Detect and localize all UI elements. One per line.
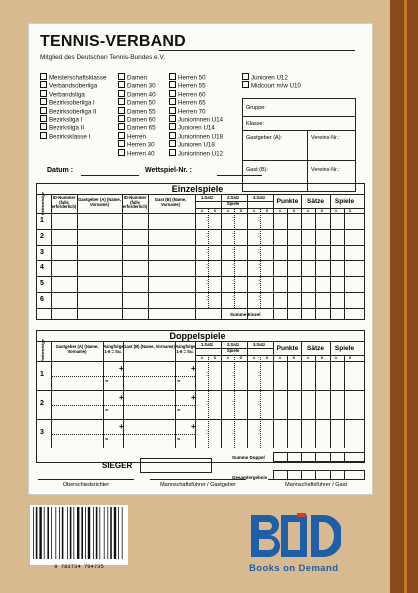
ab-label: A — [252, 208, 256, 213]
einzel-id-b-header: ID-Nummer (falls erforderlich) — [122, 195, 148, 210]
league-checkbox[interactable]: Damen 60 — [118, 115, 156, 124]
ab-label: A — [226, 208, 230, 213]
league-checkbox[interactable]: Juniorinnen U12 — [169, 149, 223, 158]
score-separator: : — [206, 216, 208, 223]
bod-tagline: Books on Demand — [249, 563, 339, 574]
ab-label: B — [292, 208, 296, 213]
grid-line — [260, 208, 261, 308]
grid-line — [234, 208, 235, 308]
barcode-bar — [33, 507, 34, 559]
league-checkbox[interactable]: Damen 65 — [118, 123, 156, 132]
plus-sign: + — [119, 422, 124, 431]
einzel-saetze-header: Sätze — [307, 198, 324, 205]
barcode-bar — [118, 507, 119, 559]
ab-label: A — [334, 355, 338, 360]
row-line — [36, 419, 365, 420]
doppel-spiele-header: Spiele — [334, 345, 355, 352]
isbn-number: 9 783734 794735 — [54, 563, 104, 570]
equals-sign: = — [177, 379, 181, 385]
grid-line — [103, 341, 104, 448]
score-separator: : — [232, 295, 234, 302]
league-checkbox[interactable]: Midcourt m/w U10 — [242, 81, 301, 90]
league-checkbox[interactable]: Damen 30 — [118, 81, 156, 90]
plus-sign: + — [191, 422, 196, 431]
ab-label: B — [320, 208, 324, 213]
row-number: 3 — [40, 248, 44, 256]
einzel-satz3-header: 3.Satz — [252, 195, 266, 200]
grid-line — [330, 452, 331, 462]
barcode-bar — [88, 507, 90, 559]
score-separator: : — [232, 429, 234, 436]
vereins-nr-label-1: Vereins-Nr.: — [311, 135, 340, 141]
barcode-bar — [39, 507, 41, 559]
row-number: 6 — [40, 296, 44, 303]
grid-line — [273, 341, 274, 448]
grid-line — [247, 341, 248, 448]
ab-label: A — [306, 355, 310, 360]
barcode-bar — [122, 507, 123, 559]
barcode-bar — [77, 507, 79, 559]
barcode-bar — [70, 507, 72, 559]
league-checkbox[interactable]: Verbandsoberliga — [40, 81, 97, 90]
grid-line — [287, 452, 288, 462]
score-separator: : — [258, 231, 260, 239]
ab-label: B — [213, 355, 217, 360]
barcode-bar — [51, 507, 52, 559]
signature-label: Mannschaftsführer / Gast — [285, 482, 347, 488]
score-separator: : — [258, 247, 260, 255]
doppel-rang-b-header: Rangfolge 1-6 = Su. — [175, 344, 196, 354]
title-line — [159, 50, 355, 51]
score-separator: : — [206, 371, 208, 378]
ab-label: A — [334, 208, 338, 213]
league-checkbox[interactable]: Bezirksliga I — [40, 115, 82, 124]
signature-label: Mannschaftsführer / Gastgeber — [160, 482, 236, 488]
grid-line — [36, 361, 365, 362]
barcode-bar — [85, 507, 86, 559]
league-checkbox[interactable]: Herren 65 — [169, 98, 206, 107]
wettspiel-label: Wettspiel-Nr. : — [145, 167, 192, 174]
grid-line — [315, 452, 316, 462]
grid-line — [195, 208, 365, 209]
score-separator: : — [206, 429, 208, 436]
gruppe-row — [243, 99, 355, 117]
grid-line — [221, 341, 222, 448]
score-separator: : — [258, 279, 260, 287]
doppel-saetze-header: Sätze — [307, 345, 324, 352]
barcode-bar — [114, 507, 116, 559]
league-checkbox[interactable]: Herren 50 — [169, 73, 206, 82]
row-line — [36, 292, 365, 293]
row-half-line — [51, 405, 195, 406]
datum-label: Datum : — [47, 167, 74, 174]
score-separator: : — [232, 247, 234, 255]
equals-sign: = — [105, 379, 109, 385]
score-separator: : — [232, 263, 234, 271]
equals-sign: = — [105, 408, 109, 414]
doppel-punkte-header: Punkte — [276, 345, 299, 352]
barcode-bar — [81, 507, 83, 559]
equals-sign: = — [177, 408, 181, 414]
ab-label: A — [278, 208, 282, 213]
ab-label: B — [292, 355, 296, 360]
barcode-bar — [104, 507, 105, 559]
league-checkbox[interactable]: Bezirksoberliga I — [40, 98, 95, 107]
gast-label: Gast (B): — [246, 167, 269, 173]
barcode-bar — [107, 507, 108, 559]
score-separator: : — [258, 216, 260, 223]
league-checkbox[interactable]: Herren 70 — [169, 107, 206, 116]
ab-label: B — [348, 355, 352, 360]
league-checkbox[interactable]: Juniorinnen U14 — [169, 115, 223, 124]
grid-line — [234, 355, 235, 448]
ab-label: B — [239, 208, 243, 213]
doppel-gast-header: Gast (B) (Name, Vorname) — [123, 344, 175, 349]
ab-label: B — [320, 355, 324, 360]
grid-line — [344, 355, 345, 448]
row-number: 2 — [40, 232, 44, 240]
league-checkbox[interactable]: Herren 60 — [169, 90, 206, 99]
grid-line — [315, 355, 316, 448]
doppel-title: Doppelspiele — [169, 331, 226, 341]
league-checkbox[interactable]: Bezirksklasse I — [40, 132, 90, 141]
grid-line — [301, 341, 302, 448]
einzel-id-a-header: ID-Nummer (falls erforderlich) — [51, 195, 77, 210]
barcode-bar — [62, 507, 64, 559]
signature-line[interactable] — [38, 479, 134, 480]
signature-label: Oberschiedsrichter — [62, 482, 110, 488]
einzel-spiele-header: Spiele — [334, 198, 355, 205]
league-checkbox[interactable]: Bezirksliga II — [40, 123, 84, 132]
grid-line — [51, 341, 52, 448]
wettspiel-line[interactable] — [217, 175, 262, 176]
barcode-bar — [96, 507, 98, 559]
score-separator: : — [206, 279, 208, 287]
row-line — [36, 276, 365, 277]
league-checkbox[interactable]: Meisterschaftsklasse — [40, 73, 106, 82]
plus-sign: + — [191, 393, 196, 402]
equals-sign: = — [177, 437, 181, 443]
ab-label: B — [265, 355, 269, 360]
gastgeber-row — [243, 131, 355, 161]
row-number: 3 — [40, 429, 44, 436]
vereins-nr-label-2: Vereins-Nr.: — [311, 167, 340, 173]
row-half-line — [51, 434, 195, 435]
einzel-satz1-header: 1.Satz — [200, 195, 214, 200]
row-line — [36, 390, 365, 391]
score-separator: : — [232, 371, 234, 378]
barcode-bar — [99, 507, 100, 559]
doppel-spiele-sub-header: Spiele — [226, 348, 240, 353]
row-line — [36, 260, 365, 261]
sieger-box[interactable] — [140, 458, 212, 473]
spine-stripe — [404, 0, 407, 593]
score-separator: : — [232, 216, 234, 223]
ab-label: B — [213, 208, 217, 213]
grid-line — [344, 208, 345, 319]
gruppe-label: Gruppe: — [246, 105, 266, 111]
grid-line — [208, 355, 209, 448]
score-separator: : — [206, 231, 208, 239]
barcode-bar — [93, 507, 94, 559]
bod-logo-icon — [249, 513, 341, 560]
ab-label: A — [200, 355, 204, 360]
klasse-label: Klasse: — [246, 121, 265, 127]
grid-line — [301, 452, 302, 462]
row-line — [36, 245, 365, 246]
einzel-gast-header: Gast (B) (Name, Vorname) — [154, 197, 187, 207]
grid-line — [208, 208, 209, 308]
grid-line — [195, 348, 273, 349]
barcode-bar — [55, 507, 56, 559]
ab-label: A — [306, 208, 310, 213]
signature-line[interactable] — [150, 479, 246, 480]
league-checkbox[interactable]: Juniorinnen U18 — [169, 132, 223, 141]
score-separator: : — [258, 263, 260, 271]
barcode-bars — [30, 505, 128, 563]
doppel-reihenfolge-header: Reihenfolge — [40, 339, 45, 362]
barcode-bar — [110, 507, 112, 559]
sheet-subtitle: Mitglied des Deutschen Tennis-Bundes e.V. — [40, 54, 166, 61]
plus-sign: + — [119, 393, 124, 402]
row-number: 4 — [40, 264, 44, 272]
score-separator: : — [258, 371, 260, 378]
barcode-bar — [67, 507, 68, 559]
einzel-title: Einzelspiele — [171, 184, 224, 194]
gesamtergebnis-label: Gesamtergebnis — [232, 475, 268, 480]
ab-label: A — [278, 355, 282, 360]
barcode-bar — [47, 507, 49, 559]
ab-label: A — [226, 355, 230, 360]
league-checkbox[interactable]: Herren — [118, 132, 146, 141]
einzel-summe-label: Summe Einzel — [230, 312, 261, 317]
klasse-row — [243, 117, 355, 131]
league-checkbox[interactable]: Verbandsliga — [40, 90, 85, 99]
grid-line — [260, 355, 261, 448]
row-number: 1 — [40, 217, 44, 224]
barcode-bar — [36, 507, 38, 559]
grid-line — [344, 452, 345, 462]
einzel-punkte-header: Punkte — [276, 198, 299, 205]
league-checkbox[interactable]: Damen — [118, 73, 147, 82]
equals-sign: = — [105, 437, 109, 443]
league-checkbox[interactable]: Herren 30 — [118, 140, 155, 149]
barcode-bar — [73, 507, 74, 559]
doppel-rang-a-header: Rangfolge 1-6 = Su. — [103, 344, 124, 354]
league-checkbox[interactable]: Damen 40 — [118, 90, 156, 99]
doppel-satz3-header: 3.Satz — [252, 342, 266, 347]
row-line — [36, 308, 365, 309]
doppel-satz2-header: 2.Satz — [226, 342, 240, 347]
einzel-gastgeber-header: Gastgeber (A) (Name, Vorname) — [78, 197, 121, 207]
doppel-satz1-header: 1.Satz — [200, 342, 214, 347]
ab-label: A — [200, 208, 204, 213]
league-checkbox[interactable]: Herren 55 — [169, 81, 206, 90]
einzel-reihenfolge-header: Reihenfolge — [40, 192, 45, 215]
grid-line — [175, 341, 176, 448]
grid-line — [195, 355, 365, 356]
score-separator: : — [258, 429, 260, 436]
score-separator: : — [206, 263, 208, 271]
score-separator: : — [206, 247, 208, 255]
grid-line — [36, 213, 365, 214]
gastgeber-label: Gastgeber (A): — [246, 135, 283, 141]
sieger-label: SIEGER — [102, 461, 133, 470]
score-separator: : — [258, 295, 260, 302]
barcode — [30, 505, 128, 565]
info-divider — [307, 131, 308, 191]
barcode-bar — [44, 507, 45, 559]
score-separator: : — [206, 295, 208, 302]
doppel-summe-label: Summe Doppel — [232, 455, 265, 460]
einzel-spiele-sub-header: Spiele — [226, 201, 240, 206]
score-separator: : — [232, 279, 234, 287]
plus-sign: + — [119, 364, 124, 373]
grid-line — [330, 341, 331, 448]
signature-line[interactable] — [268, 479, 364, 480]
league-checkbox[interactable]: Damen 50 — [118, 98, 156, 107]
ab-label: B — [265, 208, 269, 213]
einzel-satz2-header: 2.Satz — [226, 195, 240, 200]
sheet-title: TENNIS-VERBAND — [40, 33, 186, 50]
league-checkbox[interactable]: Junioren U14 — [169, 123, 215, 132]
league-checkbox[interactable]: Damen 55 — [118, 107, 156, 116]
score-separator: : — [232, 400, 234, 407]
doppel-gastgeber-header: Gastgeber (A) (Name, Vorname) — [55, 344, 99, 354]
score-separator: : — [232, 231, 234, 239]
team-info-box — [242, 98, 356, 192]
row-line — [36, 229, 365, 230]
league-checkbox[interactable]: Bezirksoberliga II — [40, 107, 96, 116]
row-number: 5 — [40, 280, 44, 288]
score-sheet — [28, 23, 373, 495]
row-number: 2 — [40, 400, 44, 407]
score-separator: : — [206, 400, 208, 407]
score-separator: : — [258, 400, 260, 407]
league-checkbox[interactable]: Herren 40 — [118, 149, 155, 158]
datum-line[interactable] — [81, 175, 139, 176]
grid-line — [315, 208, 316, 319]
grid-line — [287, 355, 288, 448]
barcode-bar — [59, 507, 60, 559]
grid-line — [287, 208, 288, 319]
row-half-line — [51, 376, 195, 377]
row-number: 1 — [40, 371, 44, 378]
league-checkbox[interactable]: Junioren U18 — [169, 140, 215, 149]
grid-line — [195, 201, 273, 202]
plus-sign: + — [191, 364, 196, 373]
ab-label: B — [348, 208, 352, 213]
ab-label: B — [239, 355, 243, 360]
league-checkbox[interactable]: Junioren U12 — [242, 73, 288, 82]
ab-label: A — [252, 355, 256, 360]
